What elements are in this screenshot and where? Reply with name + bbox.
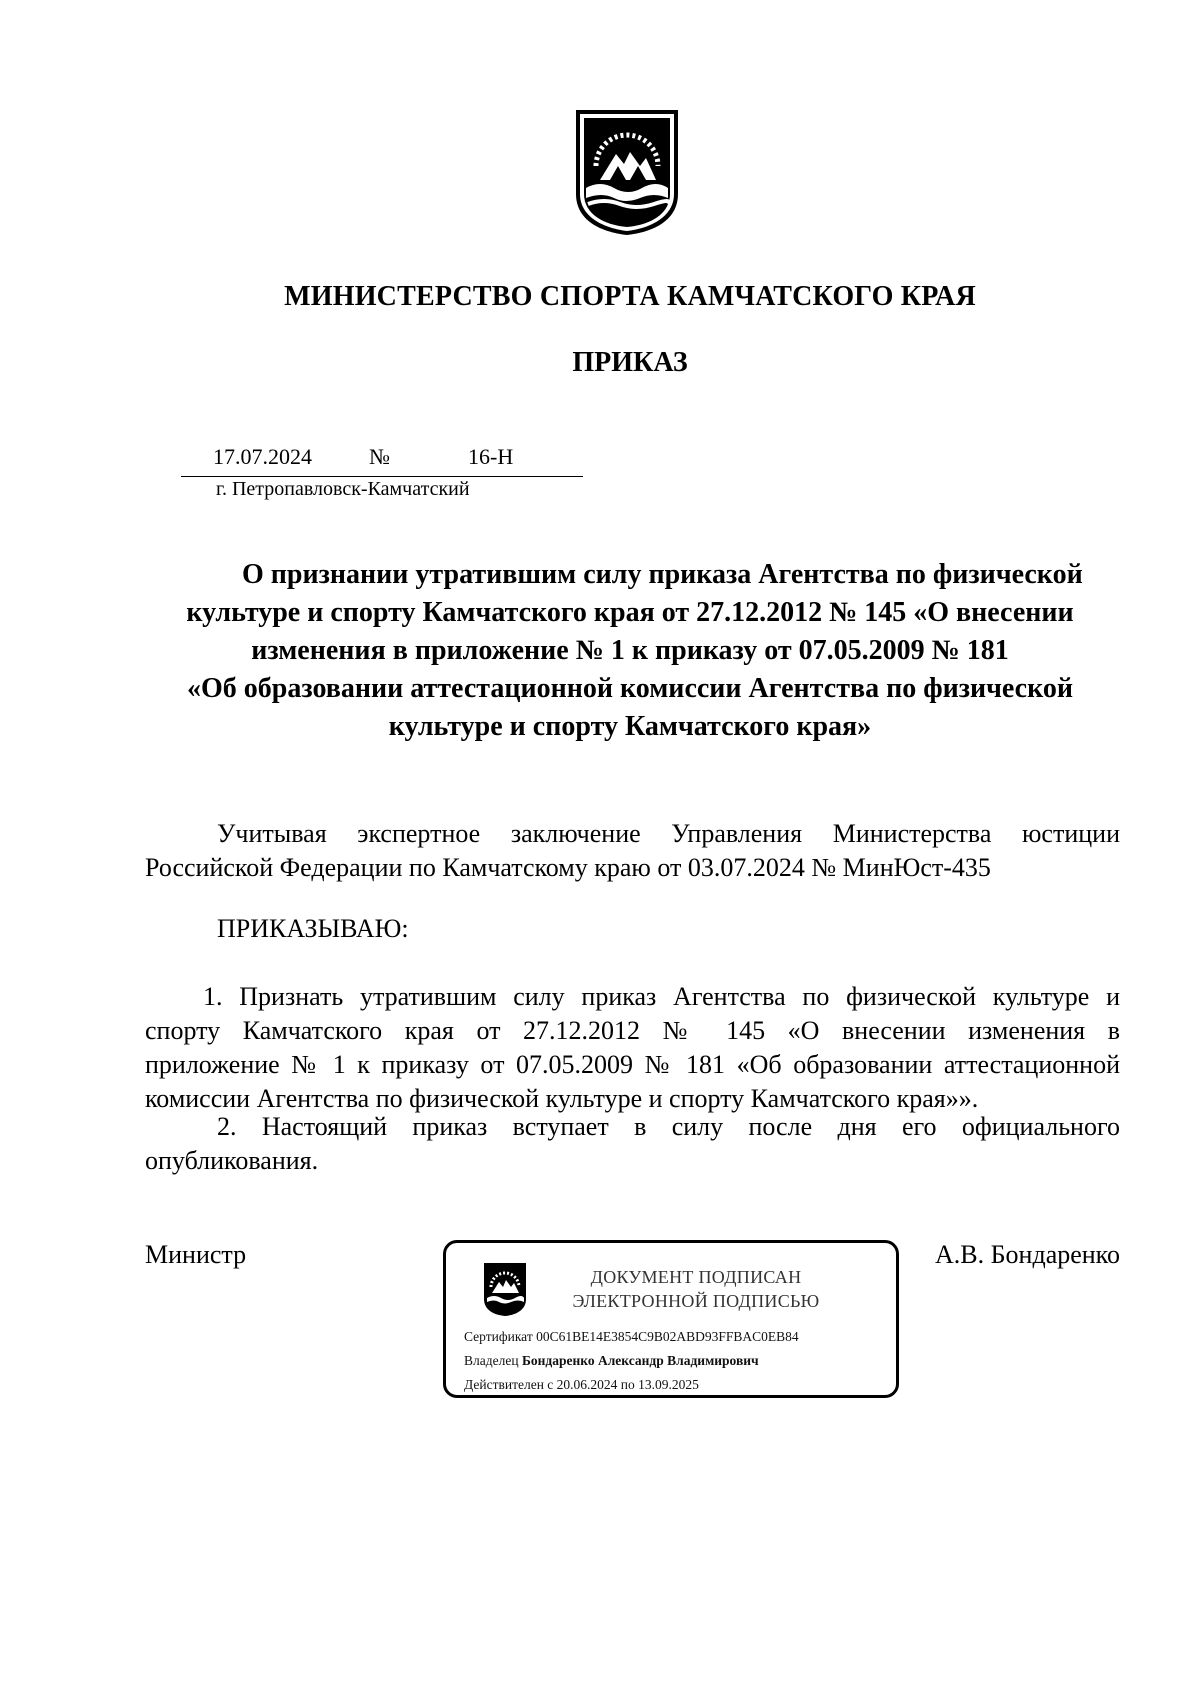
- owner-line: [464, 1353, 759, 1369]
- owner-label: Владелец: [464, 1353, 519, 1368]
- paragraph-line: спорту Камчатского края от 27.12.2012 № 145 «О внесении изменения в: [145, 1016, 1120, 1045]
- number-sign: №: [369, 444, 390, 469]
- paragraph-line: Российской Федерации по Камчатскому краю от 03.07.2024 № МинЮст-435: [145, 853, 991, 882]
- paragraph-line: 1. Признать утратившим силу приказ Агентства по физической культуре и: [203, 982, 1120, 1011]
- paragraph-line: опубликования.: [145, 1146, 319, 1175]
- subject-line: изменения в приложение № 1 к приказу от 07.05.2009 № 181: [251, 635, 1009, 666]
- electronic-signature-stamp: [443, 1240, 899, 1398]
- order-number-line: [181, 444, 583, 477]
- document-type: ПРИКАЗ: [572, 347, 688, 378]
- signer-position: Министр: [145, 1240, 247, 1269]
- item-2: [145, 1110, 1120, 1178]
- certificate-value: 00C61BE14E3854C9B02ABD93FFBAC0EB84: [536, 1329, 799, 1344]
- subject-line: «Об образовании аттестационной комиссии Агентства по физической: [187, 673, 1073, 704]
- order-number: 16-Н: [468, 444, 514, 469]
- paragraph-line: 2. Настоящий приказ вступает в силу после дня его официального: [217, 1112, 1120, 1141]
- valid-label: Действителен с: [464, 1377, 554, 1392]
- paragraph-line: Учитывая экспертное заключение Управления Министерства юстиции: [217, 819, 1120, 848]
- validity-line: [464, 1377, 699, 1393]
- valid-to: 13.09.2025: [638, 1377, 699, 1392]
- item-1: [145, 980, 1120, 1116]
- considering-paragraph: [145, 817, 1120, 885]
- kamchatka-coat-of-arms-icon: [574, 108, 680, 236]
- valid-to-label: по: [620, 1377, 635, 1392]
- city: г. Петропавловск-Камчатский: [216, 478, 470, 500]
- owner-value: Бондаренко Александр Владимирович: [521, 1353, 759, 1368]
- order-word: ПРИКАЗЫВАЮ:: [217, 914, 409, 943]
- valid-from: 20.06.2024: [556, 1377, 618, 1392]
- certificate-label: Сертификат: [464, 1329, 533, 1344]
- order-subject: [180, 556, 1083, 746]
- subject-line: О признании утратившим силу приказа Агентства по физической: [242, 559, 1083, 590]
- signer-name: А.В. Бондаренко: [935, 1240, 1120, 1269]
- subject-line: культуре и спорту Камчатского края»: [388, 711, 872, 742]
- stamp-title: [541, 1265, 851, 1313]
- order-date: 17.07.2024: [213, 444, 312, 469]
- paragraph-line: комиссии Агентства по физической культуре и спорту Камчатского края»».: [145, 1084, 979, 1113]
- kamchatka-coat-of-arms-icon: [482, 1261, 528, 1317]
- subject-line: культуре и спорту Камчатского края от 27.12.2012 № 145 «О внесении: [186, 597, 1074, 628]
- certificate-line: [464, 1329, 799, 1345]
- paragraph-line: приложение № 1 к приказу от 07.05.2009 № 181 «Об образовании аттестационной: [145, 1050, 1120, 1079]
- ministry-name: МИНИСТЕРСТВО СПОРТА КАМЧАТСКОГО КРАЯ: [284, 281, 976, 312]
- stamp-title-line: ДОКУМЕНТ ПОДПИСАН: [590, 1267, 802, 1287]
- stamp-title-line: ЭЛЕКТРОННОЙ ПОДПИСЬЮ: [572, 1291, 820, 1311]
